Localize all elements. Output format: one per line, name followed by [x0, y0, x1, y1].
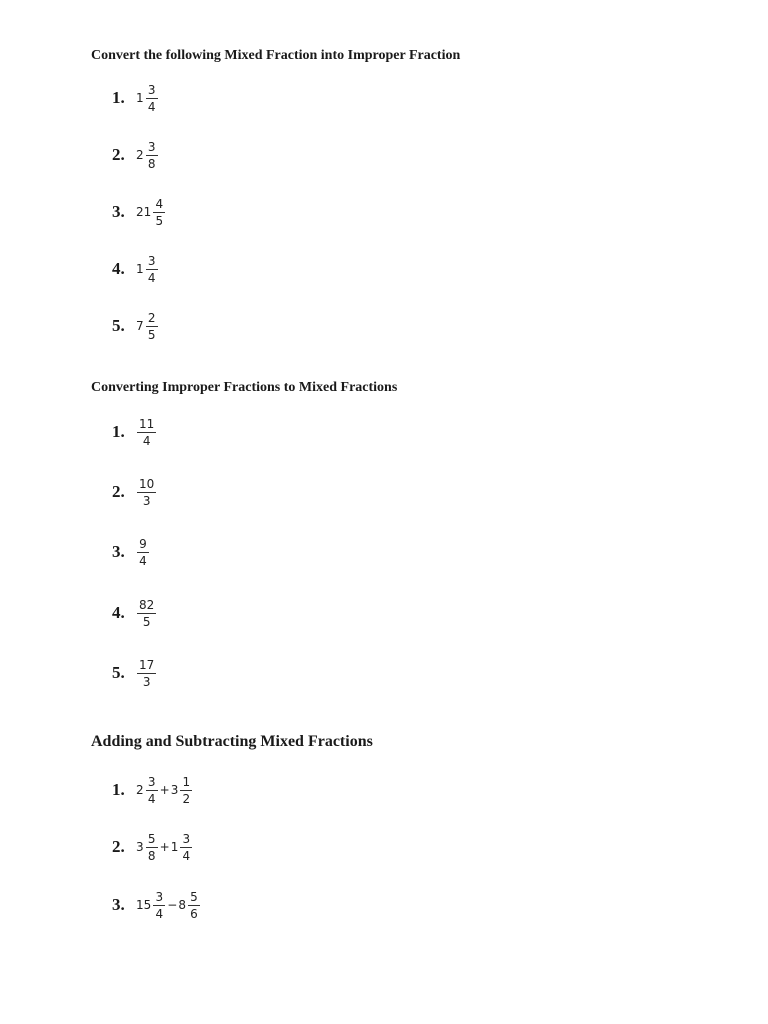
- numerator: 11: [139, 416, 155, 431]
- problem-number: 2.: [112, 145, 125, 164]
- denominator: 8: [147, 848, 156, 863]
- numerator: 5: [146, 832, 158, 848]
- numerator: 4: [153, 197, 165, 213]
- mixed-fraction-expression: [136, 770, 193, 810]
- whole-number: 2: [136, 783, 144, 797]
- fraction: [180, 832, 192, 863]
- operator: +: [159, 783, 170, 797]
- whole-number: 3: [136, 840, 144, 854]
- problem-number: 2.: [112, 482, 125, 501]
- fraction: [146, 83, 158, 114]
- denominator: 4: [147, 270, 156, 285]
- numerator: 3: [180, 832, 192, 848]
- denominator: 5: [155, 213, 164, 228]
- problem-number: 2.: [112, 837, 125, 856]
- fraction: [146, 311, 158, 342]
- problem-number: 5.: [112, 316, 125, 335]
- numerator: 3: [146, 83, 158, 99]
- fraction: [188, 890, 200, 921]
- mixed-fraction: [136, 78, 159, 118]
- numerator: 2: [146, 311, 158, 327]
- whole-number: 1: [136, 91, 144, 105]
- improper-fraction: [136, 472, 157, 512]
- denominator: 2: [182, 791, 191, 806]
- mixed-fraction-expression: [136, 827, 193, 867]
- whole-number: 1: [170, 840, 179, 854]
- numerator: 1: [180, 775, 192, 791]
- operator: +: [159, 840, 170, 854]
- fraction: [146, 140, 158, 171]
- denominator: 5: [147, 327, 156, 342]
- improper-fraction: [136, 412, 157, 452]
- whole-number: 15: [136, 898, 152, 912]
- problem-number: 5.: [112, 663, 125, 682]
- numerator: 9: [137, 537, 149, 553]
- numerator: 3: [146, 254, 158, 270]
- fraction: [137, 537, 149, 568]
- denominator: 4: [155, 906, 164, 921]
- denominator: 4: [147, 99, 156, 114]
- problem-number: 3.: [112, 202, 125, 221]
- mixed-fraction: [136, 192, 166, 232]
- fraction: [146, 254, 158, 285]
- fraction: [137, 417, 156, 448]
- fraction: [137, 477, 156, 508]
- numerator: 3: [153, 890, 165, 906]
- denominator: 4: [139, 553, 147, 568]
- denominator: 4: [147, 791, 156, 806]
- whole-number: 7: [136, 319, 144, 333]
- problem-number: 1.: [112, 88, 125, 107]
- whole-number: 3: [170, 783, 179, 797]
- problem-number: 3.: [112, 542, 125, 561]
- operator: −: [167, 898, 178, 912]
- denominator: 3: [142, 674, 151, 689]
- fraction: [153, 197, 165, 228]
- numerator: 3: [146, 775, 158, 791]
- problem-number: 1.: [112, 780, 125, 799]
- section-heading-mixed-to-improper: Convert the following Mixed Fraction into Improper Fraction: [91, 48, 461, 63]
- fraction: [146, 775, 158, 806]
- numerator: 82: [139, 597, 155, 612]
- section-heading-improper-to-mixed: Converting Improper Fractions to Mixed Fractions: [91, 380, 398, 395]
- improper-fraction: [136, 593, 157, 633]
- problem-number: 3.: [112, 895, 125, 914]
- mixed-fraction: [136, 306, 159, 346]
- numerator: 3: [146, 140, 158, 156]
- fraction: [180, 775, 192, 806]
- problem-number: 4.: [112, 603, 125, 622]
- mixed-fraction: [136, 249, 159, 289]
- numerator: 5: [188, 890, 200, 906]
- fraction: [137, 598, 156, 629]
- denominator: 4: [142, 433, 151, 448]
- numerator: 10: [139, 476, 155, 491]
- whole-number: 8: [178, 898, 186, 912]
- fraction: [146, 832, 158, 863]
- denominator: 4: [182, 848, 191, 863]
- mixed-fraction-expression: [136, 885, 201, 925]
- denominator: 3: [142, 493, 151, 508]
- denominator: 5: [142, 614, 151, 629]
- problem-number: 1.: [112, 422, 125, 441]
- denominator: 8: [147, 156, 156, 171]
- whole-number: 21: [136, 205, 152, 219]
- mixed-fraction: [136, 135, 159, 175]
- whole-number: 2: [136, 148, 144, 162]
- whole-number: 1: [136, 262, 144, 276]
- section-heading-add-subtract: Adding and Subtracting Mixed Fractions: [91, 733, 373, 750]
- problem-number: 4.: [112, 259, 125, 278]
- improper-fraction: [136, 532, 150, 572]
- fraction: [137, 658, 156, 689]
- improper-fraction: [136, 653, 157, 693]
- denominator: 6: [190, 906, 198, 921]
- numerator: 17: [139, 657, 155, 672]
- fraction: [153, 890, 165, 921]
